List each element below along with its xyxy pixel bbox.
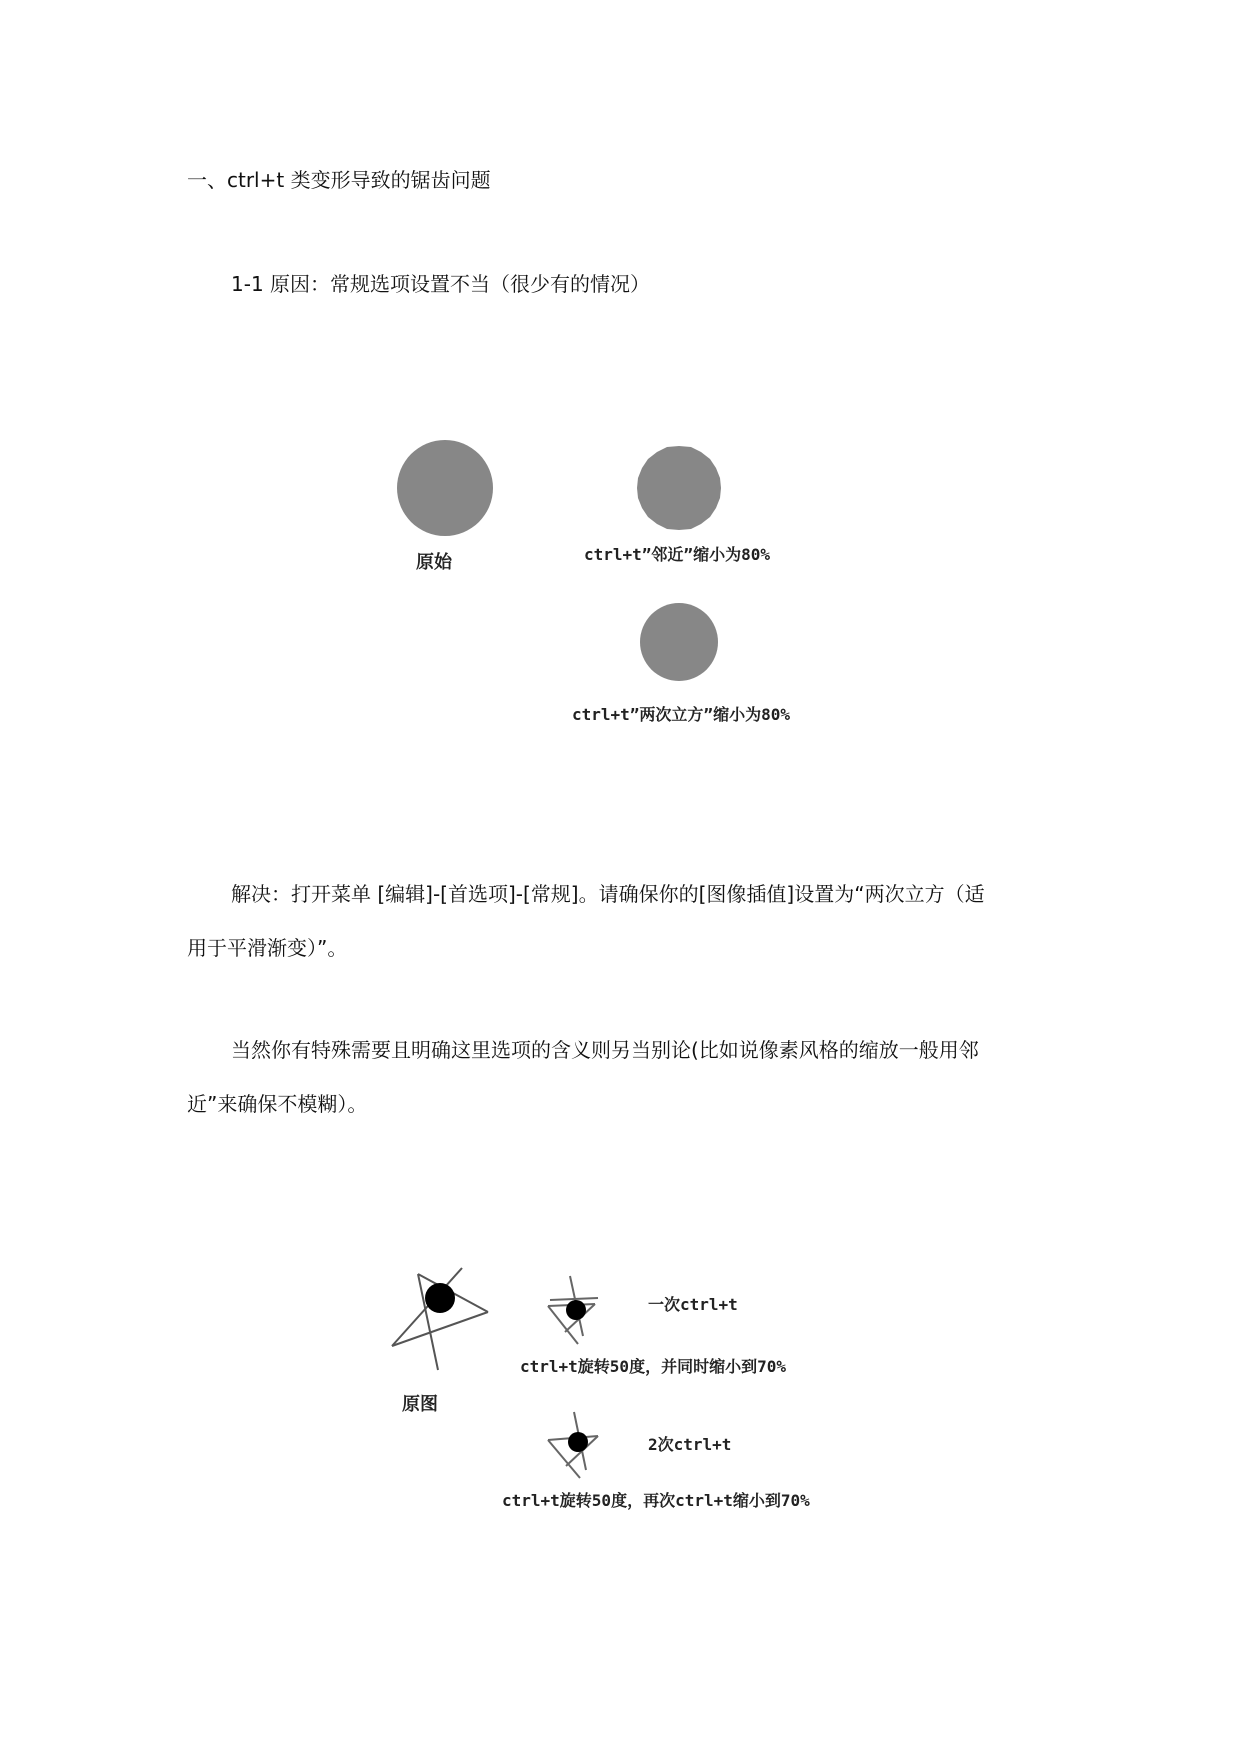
once-label: 一次ctrl+t [648, 1295, 738, 1314]
original-label: 原始 [416, 552, 452, 573]
solution-line-1: 解决：打开菜单 [编辑]-[首选项]-[常规]。请确保你的[图像插值]设置为“两次立方（适 [231, 882, 985, 906]
twice-caption: ctrl+t旋转50度，再次ctrl+t缩小到70% [502, 1491, 810, 1510]
original-star-dot [425, 1283, 455, 1313]
figure-circles [380, 430, 840, 730]
bicubic-label: ctrl+t”两次立方”缩小为80% [572, 705, 790, 724]
once-star-dot [566, 1300, 586, 1320]
circles-svg [380, 430, 840, 730]
section-subtitle: 1-1 原因：常规选项设置不当（很少有的情况） [231, 272, 651, 296]
once-caption: ctrl+t旋转50度，并同时缩小到70% [520, 1357, 786, 1376]
twice-star-dot [568, 1432, 588, 1452]
figure-stars [380, 1260, 840, 1520]
solution-line-2: 用于平滑渐变）”。 [187, 936, 348, 960]
note-line-1: 当然你有特殊需要且明确这里选项的含义则另当别论(比如说像素风格的缩放一般用邻 [231, 1038, 979, 1062]
nearest-label: ctrl+t”邻近”缩小为80% [584, 545, 770, 564]
note-line-2: 近”来确保不模糊）。 [187, 1092, 368, 1116]
section-title: 一、ctrl+t 类变形导致的锯齿问题 [187, 168, 491, 192]
original-circle [397, 440, 493, 536]
original-star-label: 原图 [402, 1394, 438, 1415]
twice-label: 2次ctrl+t [648, 1435, 732, 1454]
bicubic-circle [640, 603, 718, 681]
stars-svg [380, 1260, 840, 1520]
nearest-circle [637, 446, 721, 530]
